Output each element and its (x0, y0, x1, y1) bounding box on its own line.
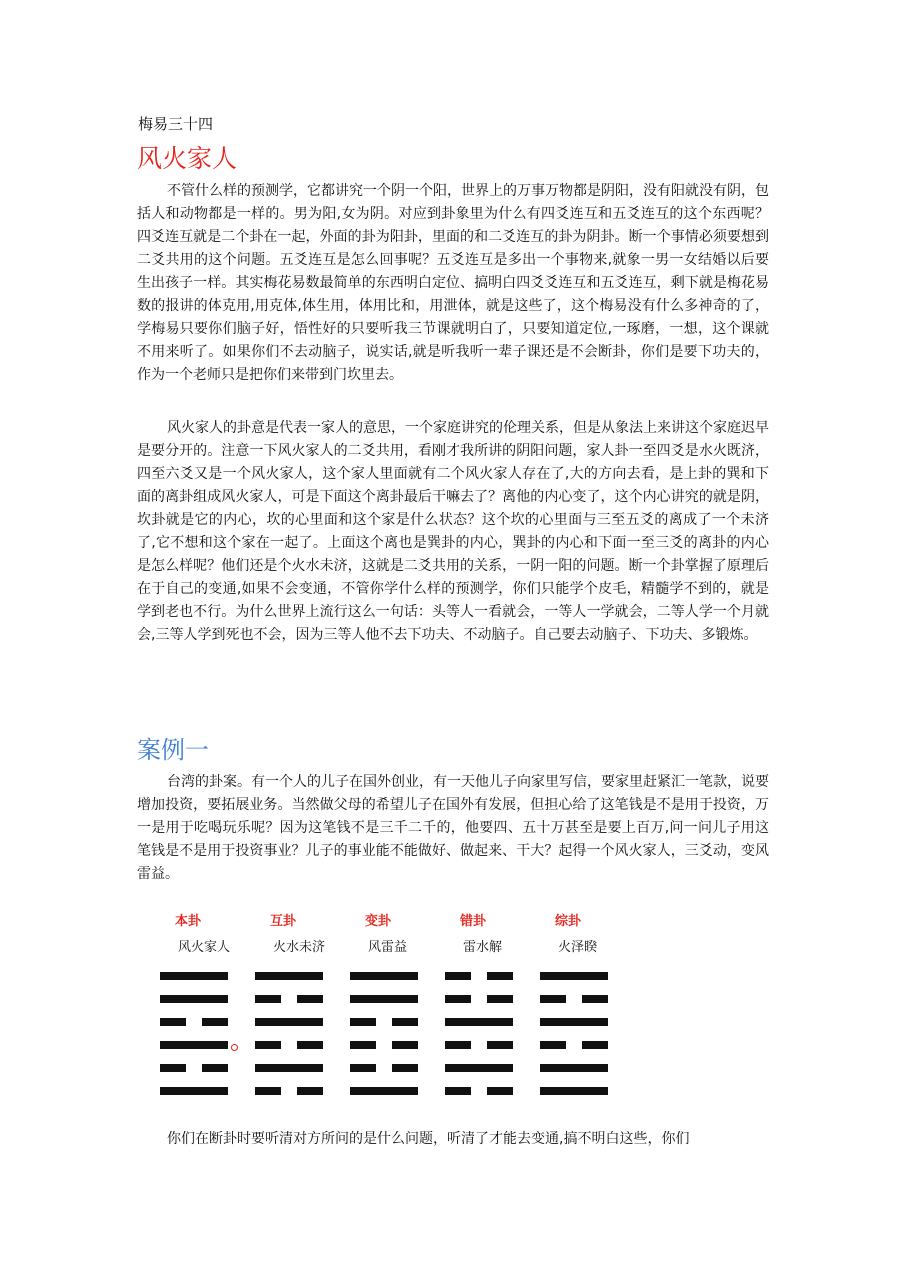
paragraph-hexagram-meaning (137, 417, 769, 647)
yin-line (445, 972, 515, 980)
hexagram-lines (160, 972, 230, 1110)
hexagram-column (350, 912, 445, 958)
paragraph-hexagram-meaning-text: 风火家人的卦意是代表一家人的意思，一个家庭讲究的伦理关系，但是从象法上来讲这个家庭迟早是要分开的。注意一下风火家人的二爻共用，看刚才我所讲的阴阳问题，家人卦一至四爻是水火既济，四至六爻又是一个风火家人，这个家人里面就有二个风火家人存在了,大的方向去看，是上卦的巽和下面的离卦组成风火家人，可是下面这个离卦最后干嘛去了？离他的内心变了，这个内心讲究的就是阴，坎卦就是它的内心，坎的心里面和这个家是什么状态？这个坎的心里面与三至五爻的离成了一个未济了,它不想和这个家在一起了。上面这个离也是巽卦的内心，巽卦的内心和下面一至三爻的离卦的内心是怎么样呢？他们还是个火水未济，这就是二爻共用的关系，一阴一阳的问题。断一个卦掌握了原理后在于自己的变通,如果不会变通，不管你学什么样的预测学，你们只能学个皮毛，精髓学不到的，就是学到老也不行。为什么世界上流行这么一句话：头等人一看就会，一等人一学就会，二等人学一个月就会,三等人学到死也不会，因为三等人他不去下功夫、不动脑子。自己要去动脑子、下功夫、多锻炼。 (137, 420, 769, 643)
paragraph-case (137, 771, 769, 886)
hexagram-name: 雷水解 (463, 940, 503, 955)
yang-line (540, 1064, 610, 1072)
hexagram-name: 风火家人 (178, 940, 231, 955)
yin-line (255, 1087, 325, 1095)
hexagram-column (445, 912, 540, 958)
yang-line (350, 972, 420, 980)
hexagram-lines (350, 972, 420, 1110)
yang-line (160, 995, 230, 1003)
hexagram-type-label: 本卦 (175, 914, 202, 929)
hexagram-column (540, 912, 635, 958)
yin-line (160, 1064, 230, 1072)
hexagram-lines (445, 972, 515, 1110)
hexagram-type-label: 综卦 (555, 914, 582, 929)
yang-line (540, 972, 610, 980)
yang-line (255, 1018, 325, 1026)
yin-line (445, 1087, 515, 1095)
paragraph-closing (137, 1128, 769, 1151)
hexagram-column (160, 912, 255, 958)
yin-line (255, 1041, 325, 1049)
yin-line (445, 1041, 515, 1049)
yin-line (540, 1041, 610, 1049)
hexagram-type-label: 变卦 (365, 914, 392, 929)
case-heading: 案例一 (137, 736, 209, 764)
hexagram-type-label: 错卦 (460, 914, 487, 929)
yang-line (540, 1018, 610, 1026)
hexagram-name: 风雷益 (368, 940, 408, 955)
series-label: 梅易三十四 (138, 115, 214, 133)
yang-line (445, 1064, 515, 1072)
yin-line (350, 1018, 420, 1026)
yin-line (255, 995, 325, 1003)
yin-line (350, 1041, 420, 1049)
hexagram-name: 火泽睽 (558, 940, 598, 955)
yang-line (160, 972, 230, 980)
hexagram-lines (255, 972, 325, 1110)
yang-line (255, 1064, 325, 1072)
hexagram-table (160, 912, 620, 1112)
yang-line (350, 1087, 420, 1095)
yin-line (160, 1018, 230, 1026)
paragraph-intro (137, 180, 769, 387)
yang-line (160, 1041, 230, 1049)
yang-line (540, 1087, 610, 1095)
paragraph-closing-text: 你们在断卦时要听清对方所问的是什么问题，听清了才能去变通,搞不明白这些，你们 (167, 1131, 690, 1147)
hexagram-name: 火水未济 (273, 940, 326, 955)
paragraph-case-text: 台湾的卦案。有一个人的儿子在国外创业，有一天他儿子向家里写信，要家里赶紧汇一笔款，说要增加投资，要拓展业务。当然做父母的希望儿子在国外有发展，但担心给了这笔钱是不是用于投资，万一是用于吃喝玩乐呢？因为这笔钱不是三千二千的，他要四、五十万甚至是要上百万,问一问儿子用这笔钱是不是用于投资事业？儿子的事业能不能做好、做起来、干大？起得一个风火家人，三爻动，变风雷益。 (137, 774, 769, 882)
hexagram-type-label: 互卦 (270, 914, 297, 929)
hexagram-column (255, 912, 350, 958)
hexagram-lines (540, 972, 610, 1110)
yin-line (350, 1064, 420, 1072)
article-title: 风火家人 (137, 144, 238, 173)
moving-line-marker-icon (231, 1044, 238, 1051)
yang-line (160, 1087, 230, 1095)
yin-line (540, 995, 610, 1003)
yang-line (255, 972, 325, 980)
yang-line (350, 995, 420, 1003)
yang-line (445, 1018, 515, 1026)
yin-line (445, 995, 515, 1003)
paragraph-intro-text: 不管什么样的预测学，它都讲究一个阴一个阳，世界上的万事万物都是阴阳，没有阳就没有阴，包括人和动物都是一样的。男为阳,女为阴。对应到卦象里为什么有四爻连互和五爻连互的这个东西呢？四爻连互就是二个卦在一起，外面的卦为阳卦，里面的和二爻连互的卦为阴卦。断一个事情必须要想到二爻共用的这个问题。五爻连互是怎么回事呢？五爻连互是多出一个事物来,就象一男一女结婚以后要生出孩子一样。其实梅花易数最简单的东西明白定位、搞明白四爻爻连互和五爻连互，剩下就是梅花易数的报讲的体克用,用克体,体生用，体用比和，用泄体，就是这些了，这个梅易没有什么多神奇的了，学梅易只要你们脑子好，悟性好的只要听我三节课就明白了，只要知道定位,一琢磨，一想，这个课就不用来听了。如果你们不去动脑子，说实话,就是听我听一辈子课还是不会断卦，你们是要下功夫的，作为一个老师只是把你们来带到门坎里去。 (137, 183, 769, 383)
